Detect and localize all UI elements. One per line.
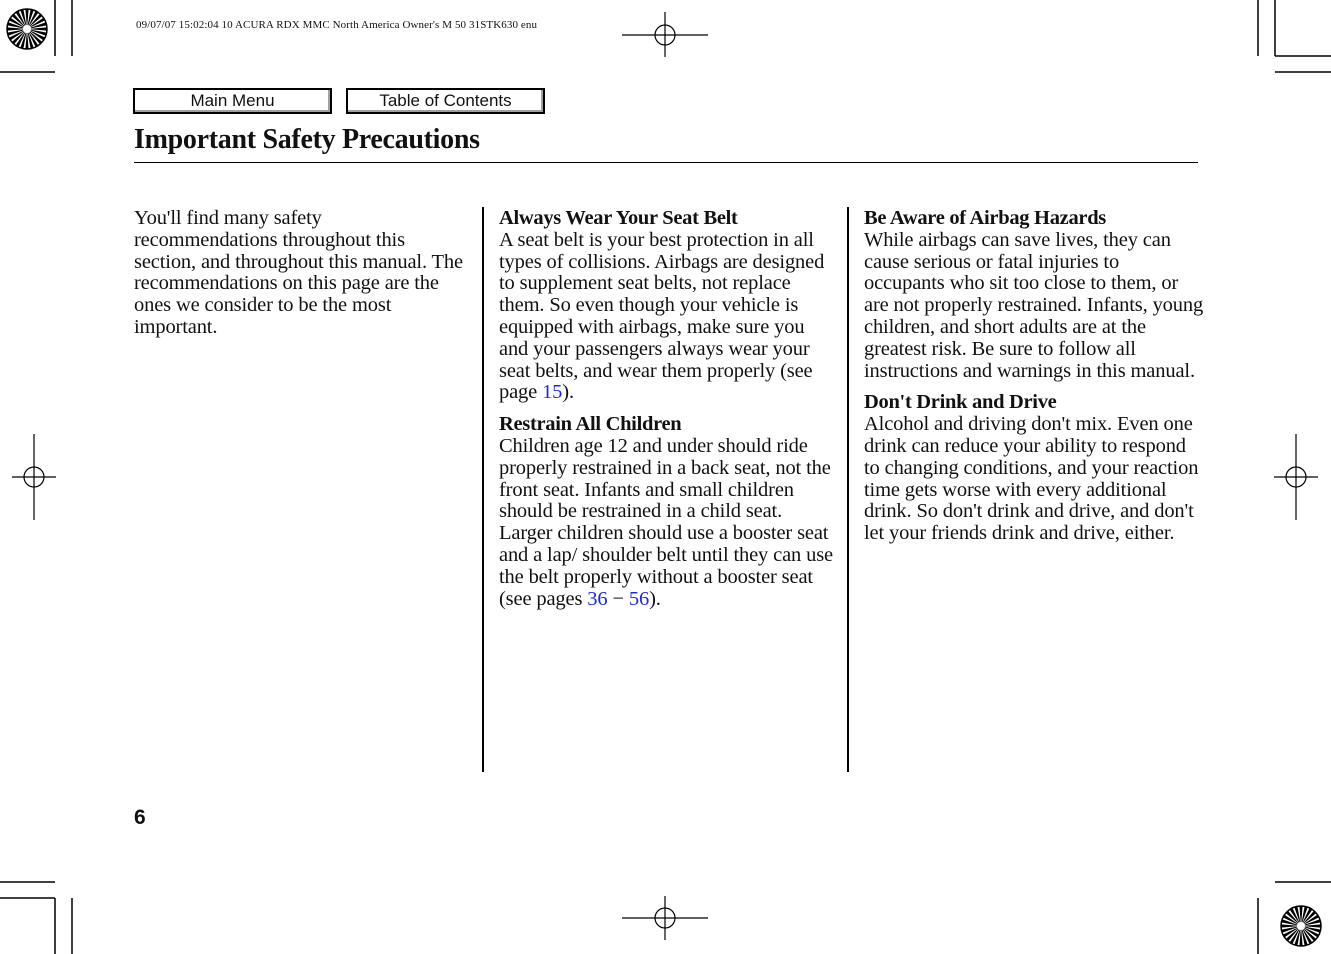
column-middle [499, 208, 835, 610]
column-divider [847, 207, 849, 772]
seat-belt-paragraph [499, 230, 835, 404]
table-of-contents-label: Table of Contents [379, 91, 512, 110]
registration-rosette-icon [1281, 906, 1321, 946]
page-title: Important Safety Precautions [134, 124, 480, 155]
seat-belt-text: A seat belt is your best protection in all types of collisions. Airbags are designed to supplement seat belts, not replace them. So even though your vehicle is equipped with airbags, make sure you and your passengers always wear your seat belts, and wear them properly (see page [499, 228, 825, 404]
page-range-separator: − [607, 587, 629, 610]
main-menu-label: Main Menu [190, 91, 275, 110]
drink-drive-paragraph: Alcohol and driving don't mix. Even one drink can reduce your ability to respond to changing conditions, and your reaction time gets worse with every additional drink. So don't drink and drive, and don't let your friends drink and drive, either. [864, 413, 1199, 545]
print-header-meta: 09/07/07 15:02:04 10 ACURA RDX MMC North America Owner's M 50 31STK630 enu [136, 19, 538, 31]
page-56-link[interactable]: 56 [628, 587, 650, 610]
crosshair-registration-icon [12, 434, 56, 520]
airbag-heading: Be Aware of Airbag Hazards [864, 207, 1106, 229]
drink-drive-section [864, 392, 1204, 545]
registration-rosette-icon [7, 9, 47, 49]
crosshair-registration-icon [1274, 434, 1318, 520]
children-heading: Restrain All Children [499, 413, 682, 436]
seat-belt-section [499, 208, 835, 404]
airbag-section [864, 208, 1204, 382]
page-number: 6 [134, 806, 146, 829]
children-section [499, 414, 835, 610]
seat-belt-heading: Always Wear Your Seat Belt [499, 207, 738, 229]
children-paragraph [499, 436, 835, 610]
children-suffix: ). [649, 587, 661, 610]
seat-belt-suffix: ). [562, 381, 574, 404]
airbag-paragraph: While airbags can save lives, they can cause serious or fatal injuries to occupants who sit too close to them, or are not properly restrained. Infants, young children, and short adults are at the greatest risk. Be sure to follow all instructions and warnings in this manual. [864, 228, 1204, 382]
column-intro [134, 208, 470, 339]
drink-drive-heading: Don't Drink and Drive [864, 391, 1057, 414]
page-36-link[interactable]: 36 [587, 587, 608, 610]
crosshair-registration-icon [622, 896, 708, 940]
children-text: Children age 12 and under should ride properly restrained in a back seat, not the front seat. Infants and small children should be restrained in a child seat. Larger children should use a booster seat and a lap/ shoulder belt until they can use the belt properly without a booster seat (see pages [499, 434, 833, 610]
title-divider [134, 162, 1198, 163]
intro-paragraph: You'll find many safety recommendations throughout this section, and throughout this manual. The recommendations on this page are the ones we consider to be the most important. [134, 207, 463, 338]
main-menu-button[interactable] [133, 88, 332, 114]
page-15-link[interactable]: 15 [542, 381, 563, 404]
table-of-contents-button[interactable] [346, 88, 545, 114]
column-right [864, 208, 1204, 545]
column-divider [482, 207, 484, 772]
crosshair-registration-icon [622, 12, 708, 57]
